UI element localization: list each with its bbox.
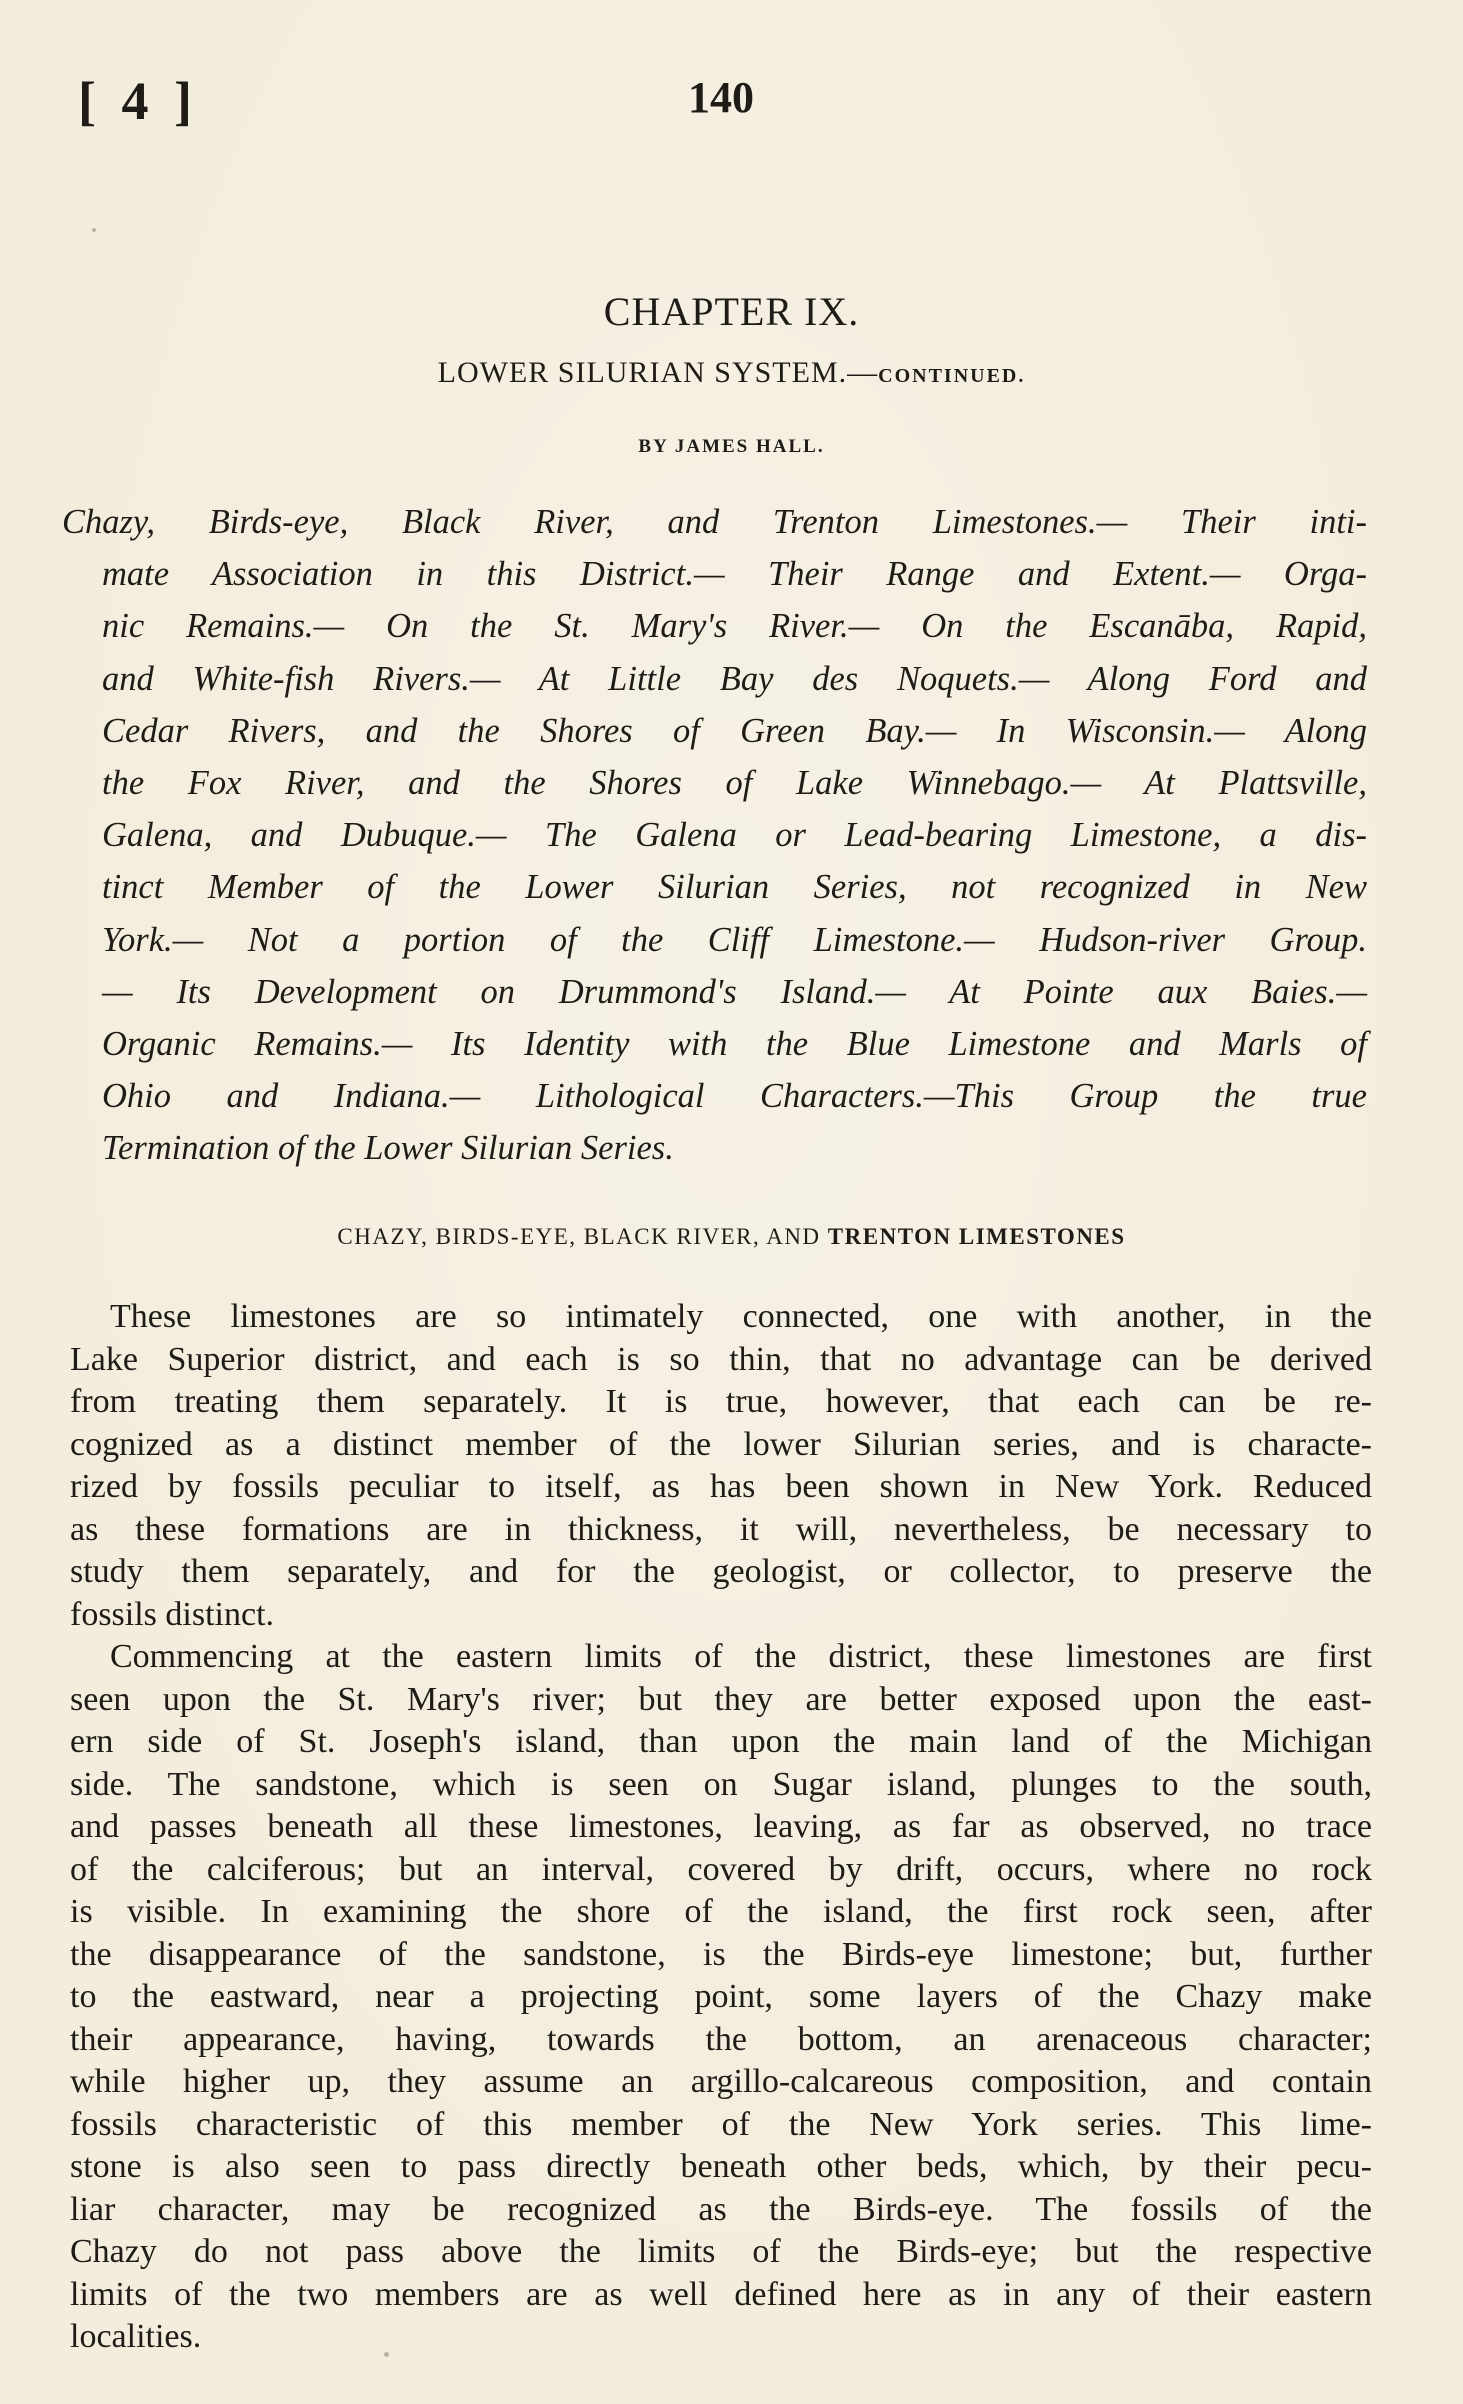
chapter-subtitle bbox=[0, 356, 1463, 390]
paragraph-line: Chazy do not pass above the limits of the Birds-eye; but the respective bbox=[70, 2233, 1372, 2270]
synopsis-line: mate Association in this District.— Their Range and Extent.— Orga- bbox=[102, 555, 1367, 594]
paragraph-line: the disappearance of the sandstone, is the Birds-eye limestone; but, further bbox=[70, 1935, 1372, 1973]
chapter-title: CHAPTER IX. bbox=[603, 289, 860, 334]
paragraph-line: and passes beneath all these limestones, leaving, as far as observed, no trace bbox=[70, 1808, 1372, 1845]
paragraph-line: while higher up, they assume an argillo-calcareous composition, and contain bbox=[70, 2063, 1372, 2100]
body-text bbox=[70, 1296, 1372, 2359]
paragraph-line: Commencing at the eastern limits of the district, these limestones are first bbox=[110, 1638, 1372, 1675]
synopsis-line: York.— Not a portion of the Cliff Limestone.— Hudson-river Group. bbox=[102, 920, 1367, 959]
synopsis-line: Organic Remains.— Its Identity with the Blue Limestone and Marls of bbox=[102, 1025, 1367, 1064]
paragraph-line: of the calciferous; but an interval, covered by drift, occurs, where no rock bbox=[70, 1850, 1372, 1888]
paragraph-line: side. The sandstone, which is seen on Sugar island, plunges to the south, bbox=[70, 1765, 1372, 1803]
synopsis-line: and White-fish Rivers.— At Little Bay des Noquets.— Along Ford and bbox=[102, 659, 1367, 698]
paragraph-line: ern side of St. Joseph's island, than upon the main land of the Michigan bbox=[70, 1723, 1372, 1760]
paragraph-line: Lake Superior district, and each is so thin, that no advantage can be derived bbox=[70, 1340, 1372, 1378]
continued-label: CONTINUED. bbox=[878, 365, 1026, 387]
synopsis-line: Galena, and Dubuque.— The Galena or Lead-bearing Limestone, a dis- bbox=[102, 816, 1367, 855]
chapter-synopsis bbox=[62, 496, 1367, 1175]
section-heading-text: CHAZY, BIRDS-EYE, BLACK RIVER, AND bbox=[337, 1224, 828, 1249]
ink-speck bbox=[92, 228, 96, 232]
paragraph-line: rized by fossils peculiar to itself, as has been shown in New York. Reduced bbox=[70, 1468, 1372, 1505]
paragraph-line: These limestones are so intimately connected, one with another, in the bbox=[110, 1298, 1372, 1335]
author-line: BY JAMES HALL. bbox=[638, 436, 825, 457]
synopsis-line: Termination of the Lower Silurian Series. bbox=[102, 1129, 674, 1168]
paragraph-line: seen upon the St. Mary's river; but they are better exposed upon the east- bbox=[70, 1680, 1372, 1718]
synopsis-line: Chazy, Birds-eye, Black River, and Trenton Limestones.— Their inti- bbox=[62, 503, 1367, 541]
paragraph-line: is visible. In examining the shore of the island, the first rock seen, after bbox=[70, 1893, 1372, 1930]
synopsis-line: — Its Development on Drummond's Island.— At Pointe aux Baies.— bbox=[102, 972, 1367, 1011]
paragraph-line: to the eastward, near a projecting point, some layers of the Chazy make bbox=[70, 1978, 1372, 2015]
paragraph-line: their appearance, having, towards the bottom, an arenaceous character; bbox=[70, 2020, 1372, 2058]
ink-speck bbox=[384, 2352, 389, 2357]
paragraph-line: limits of the two members are as well defined here as in any of their eastern bbox=[70, 2275, 1372, 2313]
synopsis-line: nic Remains.— On the St. Mary's River.— On the Escanāba, Rapid, bbox=[102, 607, 1367, 646]
paragraph-line: localities. bbox=[70, 2318, 202, 2355]
synopsis-line: Cedar Rivers, and the Shores of Green Bay.— In Wisconsin.— Along bbox=[102, 711, 1367, 750]
section-heading-bold: TRENTON LIMESTONES bbox=[827, 1224, 1126, 1249]
sheet-number: [ 4 ] bbox=[78, 71, 198, 131]
paragraph-line: from treating them separately. It is true, however, that each can be re- bbox=[70, 1383, 1372, 1420]
paragraph-line: as these formations are in thickness, it will, nevertheless, be necessary to bbox=[70, 1510, 1372, 1548]
synopsis-line: the Fox River, and the Shores of Lake Winnebago.— At Plattsville, bbox=[102, 764, 1367, 803]
section-heading bbox=[0, 1224, 1463, 1250]
paragraph-line: stone is also seen to pass directly beneath other beds, which, by their pecu- bbox=[70, 2148, 1372, 2185]
paragraph-line: fossils distinct. bbox=[70, 1595, 275, 1633]
synopsis-line: Ohio and Indiana.— Lithological Characters.—This Group the true bbox=[102, 1077, 1367, 1116]
paragraph-line: cognized as a distinct member of the lower Silurian series, and is characte- bbox=[70, 1425, 1372, 1463]
paragraph-line: liar character, may be recognized as the Birds-eye. The fossils of the bbox=[70, 2190, 1372, 2228]
synopsis-line: tinct Member of the Lower Silurian Series, not recognized in New bbox=[102, 868, 1367, 907]
page-number: 140 bbox=[688, 73, 754, 122]
paragraph-line: study them separately, and for the geologist, or collector, to preserve the bbox=[70, 1553, 1372, 1590]
subtitle-text: LOWER SILURIAN SYSTEM.— bbox=[437, 356, 879, 389]
paragraph-line: fossils characteristic of this member of the New York series. This lime- bbox=[70, 2105, 1372, 2143]
